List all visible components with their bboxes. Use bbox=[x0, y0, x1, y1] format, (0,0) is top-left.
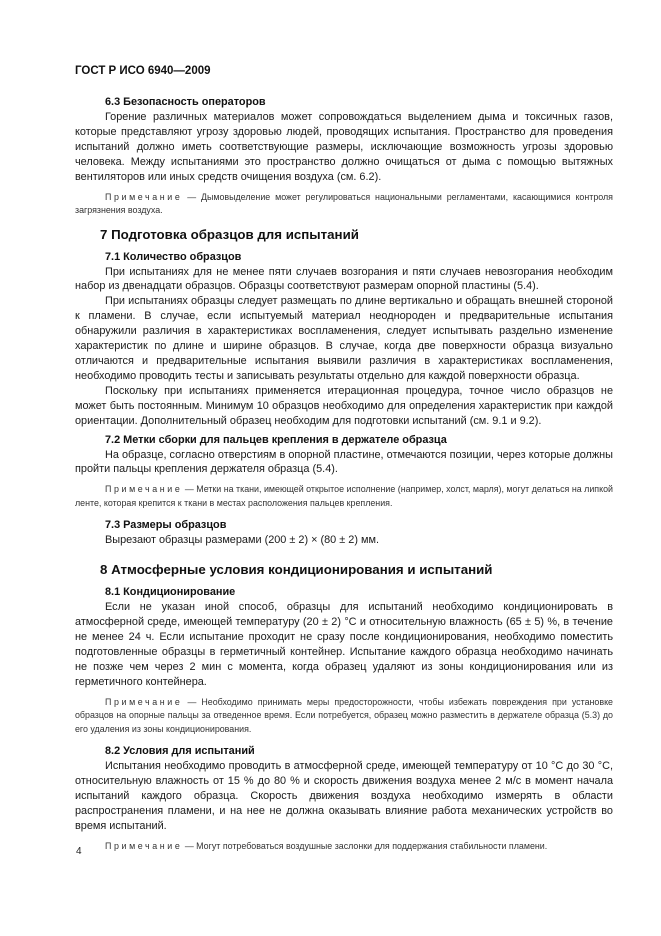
section-8-2-title: 8.2 Условия для испытаний bbox=[105, 745, 255, 758]
section-7-1-paragraph-1: При испытаниях для не менее пяти случаев возгорания и пяти случаев невозгорания необходим набор из двенадцати образцов. Образцы соответствуют размерам опорной пластины (5.4). bbox=[75, 265, 613, 293]
section-8-1-paragraph: Если не указан иной способ, образцы для испытаний необходимо кондиционировать в атмосферной среде, имеющей температуру (20 ± 2) °С и относительную влажность (65 ± 5) %, в течение не менее 24 ч. Если испытание проходит не сразу после кондиционирования, необходимо поместить подготовленные образцы в герметичный контейнер. Испытание каждого образца необходимо начинать не позже чем через 2 мин с момента, когда образец удаляют из зоны кондиционирования или из герметичного контейнера. bbox=[75, 601, 613, 688]
note-label: Примечание bbox=[105, 191, 183, 202]
section-7-1-title: 7.1 Количество образцов bbox=[105, 250, 242, 263]
section-7-1-paragraph-3: Поскольку при испытаниях применяется итерационная процедура, точное число образцов не может быть постоянным. Минимум 10 образцов необходимо для определения характеристик при каждой ориентации. Дополнительный образец необходим для подготовки испытаний (см. 9.1 и 9.2). bbox=[75, 384, 613, 427]
section-7-3-title: 7.3 Размеры образцов bbox=[105, 519, 227, 532]
section-7-2-title: 7.2 Метки сборки для пальцев крепления в держателе образца bbox=[105, 433, 447, 446]
section-7-title: 7 Подготовка образцов для испытаний bbox=[100, 226, 359, 242]
section-8-2-note bbox=[75, 840, 613, 854]
note-text: — Необходимо принимать меры предосторожности, чтобы избежать повреждения при установке образцов на опорные пальцы за отведенное время. Если потребуется, образец можно разместить в держателе образца (5.3) до его удаления из зоны кондиционирования. bbox=[75, 696, 613, 734]
section-7-1-paragraph-2: При испытаниях образцы следует размещать по длине вертикально и обращать внешней стороной к пламени. В случае, если испытуемый материал неоднороден и предварительные испытания обнаружили различия в характеристиках воспламенения, следует испытывать раздельно изменение характеристик по длине и ширине образцов. В случае, когда две поверхности образца визуально отличаются и предварительные испытания выявили различия в характеристиках воспламенения, необходимо проводить тесты и записывать результаты отдельно для каждой поверхности образца. bbox=[75, 295, 613, 382]
section-6-3-note bbox=[75, 191, 613, 218]
section-7-2-note bbox=[75, 483, 613, 510]
document-id-header: ГОСТ Р ИСО 6940—2009 bbox=[75, 65, 211, 77]
note-text: — Могут потребоваться воздушные заслонки для поддержания стабильности пламени. bbox=[182, 840, 548, 851]
section-8-2-paragraph: Испытания необходимо проводить в атмосферной среде, имеющей температуру от 10 °С до 30 °С, относительную влажность от 15 % до 80 % и скорость движения воздуха менее 2 м/с в момент начала испытаний каждого образца. Скорость движения воздуха необходимо измерять в области распространения пламени, и на нее не должна оказывать влияние работа механических устройств во время испытаний. bbox=[75, 760, 613, 832]
note-text: — Метки на ткани, имеющей открытое исполнение (например, холст, марля), могут делаться на липкой ленте, которая крепится к ткани в местах расположения пальцев крепления. bbox=[75, 484, 613, 508]
section-8-1-title: 8.1 Кондиционирование bbox=[105, 586, 236, 599]
page-number: 4 bbox=[76, 846, 82, 857]
section-6-3-paragraph: Горение различных материалов может сопровождаться выделением дыма и токсичных газов, которые представляют угрозу здоровью людей, проводящих испытания. Пространство для проведения испытаний должно иметь соответствующие размеры, исключающие возможность угрозы здоровью человека. Между испытаниями это пространство должно очищаться от дыма с помощью вытяжных вентиляторов или иных средств очищения воздуха (см. 6.2). bbox=[75, 111, 613, 183]
section-8-title: 8 Атмосферные условия кондиционирования и испытаний bbox=[100, 562, 493, 578]
section-6-3-title: 6.3 Безопасность операторов bbox=[105, 96, 266, 108]
section-7-2-paragraph: На образце, согласно отверстиям в опорной пластине, отмечаются позиции, через которые должны пройти пальцы крепления держателя образца (5.4). bbox=[75, 448, 613, 476]
document-page bbox=[75, 64, 613, 861]
note-label: Примечание bbox=[105, 484, 183, 495]
note-label: Примечание bbox=[105, 696, 183, 707]
note-text: — Дымовыделение может регулироваться национальными регламентами, касающимися контроля загрязнения воздуха. bbox=[75, 191, 613, 216]
note-label: Примечание bbox=[105, 840, 183, 851]
section-7-3-paragraph: Вырезают образцы размерами (200 ± 2) × (80 ± 2) мм. bbox=[105, 534, 379, 547]
section-8-1-note bbox=[75, 696, 613, 737]
